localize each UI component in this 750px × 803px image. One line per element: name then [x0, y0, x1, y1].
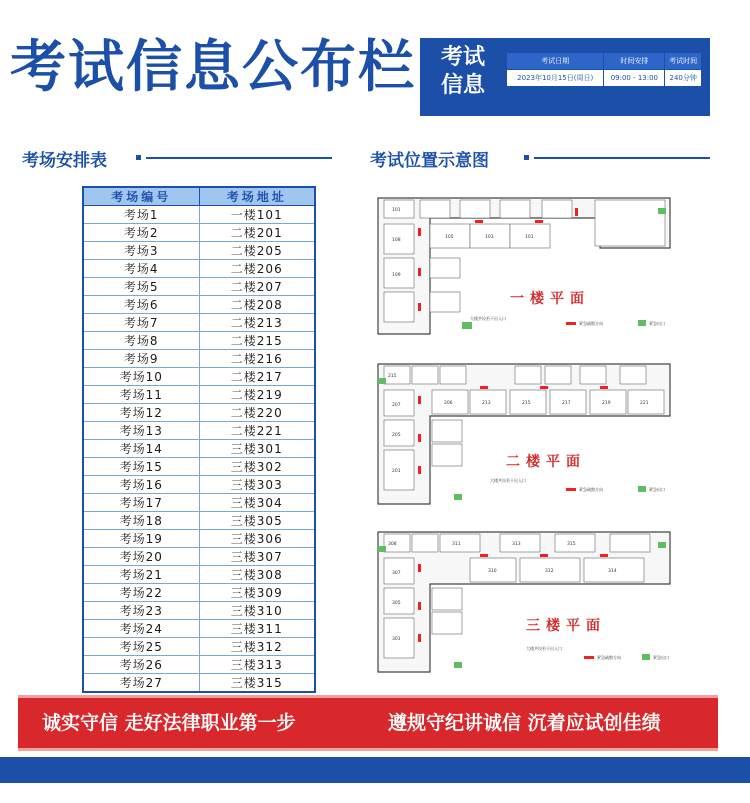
- room-address-cell: 三楼311: [199, 620, 315, 638]
- svg-text:108: 108: [392, 238, 401, 243]
- info-header-time: 时间安排: [604, 53, 665, 70]
- info-value-duration: 240分钟: [665, 70, 702, 87]
- table-row: [83, 638, 315, 656]
- svg-text:315: 315: [567, 542, 576, 547]
- room-address-cell: 三楼308: [199, 566, 315, 584]
- svg-text:205: 205: [392, 433, 401, 438]
- table-row: [83, 458, 315, 476]
- legend-exit-3: 紧急出口: [653, 655, 669, 660]
- floor-plan-1: [370, 188, 690, 346]
- svg-text:308: 308: [388, 542, 397, 547]
- room-number-cell: 考场16: [83, 476, 199, 494]
- room-number-cell: 考场3: [83, 242, 199, 260]
- col-header-address: 考场地址: [199, 187, 315, 206]
- floor-plan-2: [370, 354, 690, 512]
- room-number-cell: 考场15: [83, 458, 199, 476]
- room-number-cell: 考场5: [83, 278, 199, 296]
- room-address-cell: 二楼206: [199, 260, 315, 278]
- svg-text:313: 313: [512, 542, 521, 547]
- info-header-duration: 考试时间: [665, 53, 702, 70]
- top-strip: [0, 0, 750, 12]
- room-address-cell: 三楼304: [199, 494, 315, 512]
- floor-2-title: 二楼平面: [506, 454, 586, 470]
- exam-room-table-body: [83, 206, 315, 693]
- floor-plan-1-drawing: [370, 188, 690, 346]
- svg-text:大楼共设若干出入口: 大楼共设若干出入口: [470, 316, 506, 321]
- room-address-cell: 二楼215: [199, 332, 315, 350]
- room-address-cell: 二楼220: [199, 404, 315, 422]
- svg-text:213: 213: [482, 401, 491, 406]
- exam-info-label-line2: 信息: [440, 73, 485, 98]
- room-address-cell: 二楼217: [199, 368, 315, 386]
- table-row: [83, 620, 315, 638]
- table-row: [83, 566, 315, 584]
- table-row: [83, 494, 315, 512]
- room-number-cell: 考场19: [83, 530, 199, 548]
- room-address-cell: 二楼213: [199, 314, 315, 332]
- table-row: [83, 530, 315, 548]
- svg-text:219: 219: [602, 401, 611, 406]
- exam-room-table: [82, 186, 316, 693]
- room-number-cell: 考场10: [83, 368, 199, 386]
- legend-route-2: 紧急疏散方向: [579, 487, 603, 492]
- room-number-cell: 考场17: [83, 494, 199, 512]
- room-address-cell: 三楼302: [199, 458, 315, 476]
- svg-text:307: 307: [392, 571, 401, 576]
- table-row: [83, 548, 315, 566]
- svg-text:103: 103: [485, 235, 494, 240]
- room-number-cell: 考场4: [83, 260, 199, 278]
- floor-plan-2-drawing: [370, 354, 690, 512]
- info-header-date: 考试日期: [507, 53, 604, 70]
- legend-route-3: 紧急疏散方向: [597, 655, 621, 660]
- section-divider: [146, 157, 332, 159]
- page-title: 考试信息公布栏: [10, 35, 416, 100]
- room-number-cell: 考场6: [83, 296, 199, 314]
- table-row: [83, 584, 315, 602]
- room-address-cell: 二楼207: [199, 278, 315, 296]
- table-row: [83, 476, 315, 494]
- table-row: [83, 674, 315, 693]
- table-row: [83, 242, 315, 260]
- table-row: [83, 386, 315, 404]
- room-address-cell: 三楼309: [199, 584, 315, 602]
- floor-plan-3: [370, 522, 690, 680]
- info-value-date: 2023年10月15日(周日): [507, 70, 604, 87]
- table-row: [83, 440, 315, 458]
- room-number-cell: 考场27: [83, 674, 199, 693]
- room-number-cell: 考场25: [83, 638, 199, 656]
- floor-1-title: 一楼平面: [510, 291, 590, 307]
- svg-text:217: 217: [562, 401, 571, 406]
- exam-info-label-line1: 考试: [440, 45, 485, 70]
- room-address-cell: 三楼315: [199, 674, 315, 693]
- section-dot: [136, 155, 141, 160]
- room-address-cell: 二楼205: [199, 242, 315, 260]
- table-row: [83, 314, 315, 332]
- svg-text:206: 206: [444, 401, 453, 406]
- slogan-banner: [18, 695, 718, 751]
- room-address-cell: 二楼221: [199, 422, 315, 440]
- room-address-cell: 三楼310: [199, 602, 315, 620]
- svg-text:201: 201: [392, 469, 401, 474]
- table-row: [83, 224, 315, 242]
- table-row: [83, 602, 315, 620]
- room-number-cell: 考场13: [83, 422, 199, 440]
- room-number-cell: 考场12: [83, 404, 199, 422]
- svg-text:310: 310: [488, 569, 497, 574]
- svg-text:301: 301: [392, 637, 401, 642]
- room-address-cell: 三楼301: [199, 440, 315, 458]
- svg-text:109: 109: [392, 273, 401, 278]
- room-number-cell: 考场20: [83, 548, 199, 566]
- room-address-cell: 二楼208: [199, 296, 315, 314]
- location-section-title: 考试位置示意图: [370, 151, 489, 171]
- svg-text:101: 101: [392, 208, 401, 213]
- svg-text:221: 221: [640, 401, 649, 406]
- room-address-cell: 三楼313: [199, 656, 315, 674]
- table-row: [83, 404, 315, 422]
- info-value-time: 09:00 - 13:00: [604, 70, 665, 87]
- room-number-cell: 考场24: [83, 620, 199, 638]
- svg-text:105: 105: [445, 235, 454, 240]
- svg-text:大楼共设若干出入口: 大楼共设若干出入口: [490, 478, 526, 483]
- room-number-cell: 考场1: [83, 206, 199, 224]
- floor-3-title: 三楼平面: [526, 618, 606, 634]
- section-divider: [534, 157, 710, 159]
- bottom-blue-bar: [0, 757, 750, 783]
- svg-text:314: 314: [608, 569, 617, 574]
- room-number-cell: 考场11: [83, 386, 199, 404]
- bottom-strip: [0, 783, 750, 803]
- room-address-cell: 一楼101: [199, 206, 315, 224]
- section-dot: [524, 155, 529, 160]
- svg-text:312: 312: [545, 569, 554, 574]
- room-number-cell: 考场23: [83, 602, 199, 620]
- room-number-cell: 考场21: [83, 566, 199, 584]
- room-address-cell: 三楼303: [199, 476, 315, 494]
- room-number-cell: 考场7: [83, 314, 199, 332]
- room-number-cell: 考场18: [83, 512, 199, 530]
- room-number-cell: 考场9: [83, 350, 199, 368]
- exam-info-box: [420, 38, 710, 116]
- room-number-cell: 考场26: [83, 656, 199, 674]
- table-row: [83, 278, 315, 296]
- svg-text:大楼共设若干出入口: 大楼共设若干出入口: [526, 646, 562, 651]
- col-header-room: 考场编号: [83, 187, 199, 206]
- table-row: [83, 512, 315, 530]
- room-address-cell: 二楼216: [199, 350, 315, 368]
- table-row: [83, 368, 315, 386]
- room-address-cell: 三楼307: [199, 548, 315, 566]
- table-row: [83, 332, 315, 350]
- room-address-cell: 三楼305: [199, 512, 315, 530]
- svg-text:215: 215: [388, 374, 397, 379]
- table-row: [83, 260, 315, 278]
- svg-text:207: 207: [392, 403, 401, 408]
- svg-text:305: 305: [392, 601, 401, 606]
- table-row: [83, 422, 315, 440]
- table-row: [83, 206, 315, 224]
- room-number-cell: 考场2: [83, 224, 199, 242]
- svg-text:311: 311: [452, 542, 461, 547]
- floor-plan-3-drawing: [370, 522, 690, 680]
- exam-info-label: [426, 44, 500, 110]
- room-address-cell: 三楼312: [199, 638, 315, 656]
- room-number-cell: 考场22: [83, 584, 199, 602]
- slogan-right: 遵规守纪讲诚信 沉着应试创佳绩: [388, 712, 661, 734]
- table-row: [83, 656, 315, 674]
- legend-exit-2: 紧急出口: [649, 487, 665, 492]
- svg-text:215: 215: [522, 401, 531, 406]
- exam-info-table: [506, 52, 702, 87]
- room-number-cell: 考场8: [83, 332, 199, 350]
- svg-text:101: 101: [525, 235, 534, 240]
- room-address-cell: 二楼219: [199, 386, 315, 404]
- room-number-cell: 考场14: [83, 440, 199, 458]
- room-address-cell: 三楼306: [199, 530, 315, 548]
- table-row: [83, 296, 315, 314]
- table-row: [83, 350, 315, 368]
- slogan-left: 诚实守信 走好法律职业第一步: [42, 712, 296, 734]
- legend-exit-1: 紧急出口: [649, 321, 665, 326]
- room-address-cell: 二楼201: [199, 224, 315, 242]
- schedule-section-title: 考场安排表: [22, 151, 107, 171]
- legend-route-1: 紧急疏散方向: [579, 321, 603, 326]
